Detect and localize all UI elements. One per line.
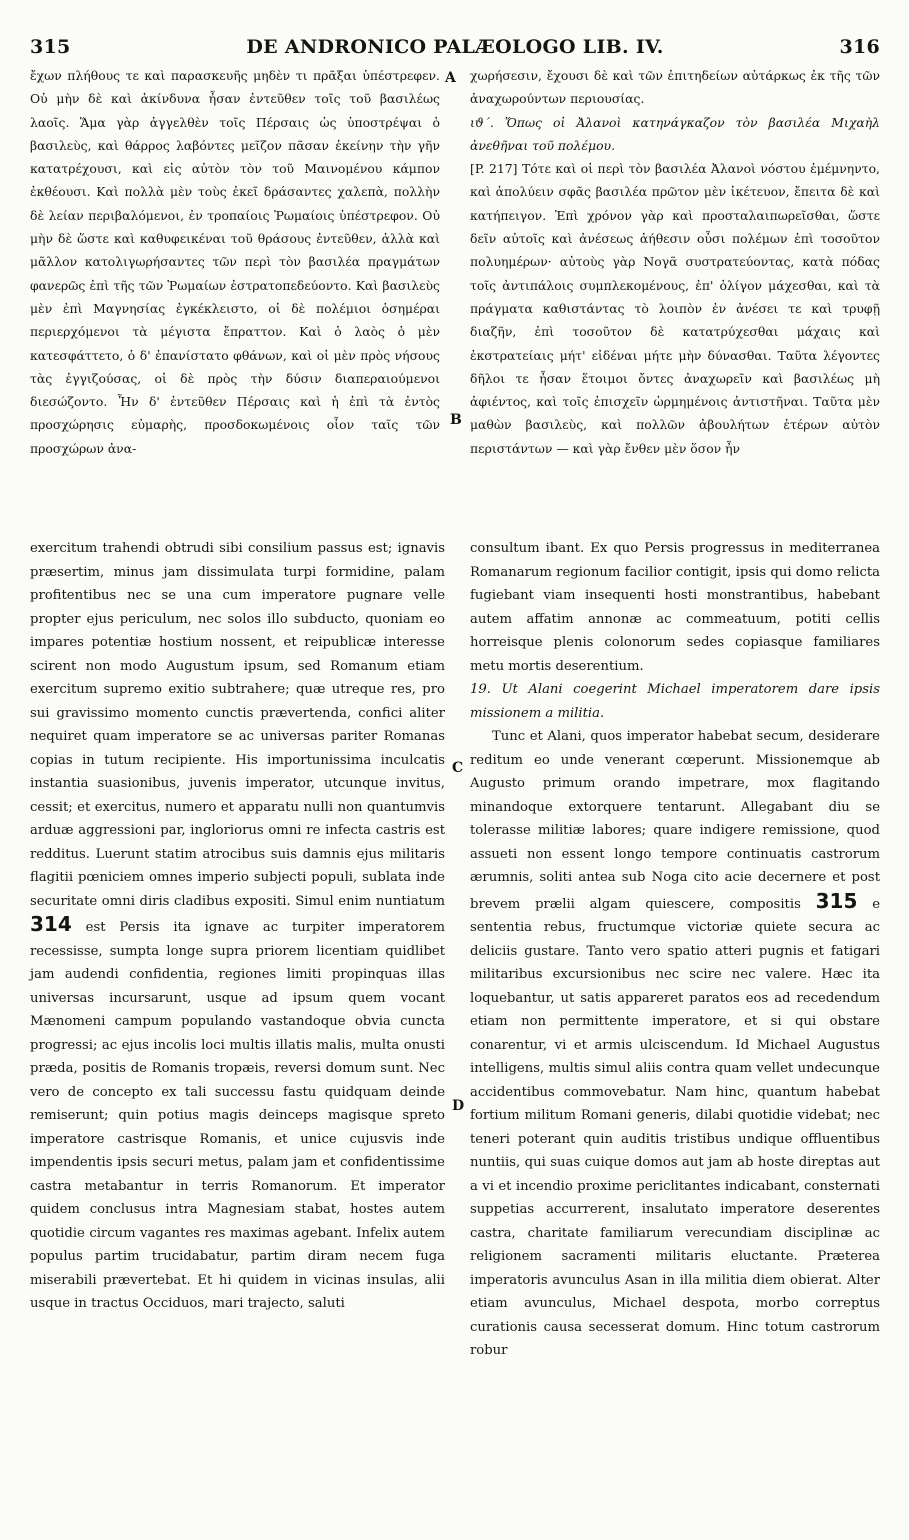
margin-letter-b: B [450,412,462,428]
page-reference-315: 315 [815,888,858,913]
greek-text-right-top: χωρήσεσιν, ἔχουσι δὲ καὶ τῶν ἐπιτηδείων αὐτάρκως ἐκ τῆς τῶν ἀναχωρούντων περιουσίας. [470,68,880,107]
greek-column-right [470,64,880,460]
greek-text-right-body: [P. 217] Τότε καὶ οἱ περὶ τὸν βασιλέα Ἀλανοὶ νόστου ἐμέμνηντο, καὶ ἀπολύειν σφᾶς βασιλέα πρῶτον μὲν ἱκέτευον, ἔπειτα δὲ καὶ κατήπειγον. Ἐπὶ χρόνον γὰρ καὶ προσταλαιπωρεῖσθαι, ὥστε δεῖν αὐτοῖς καὶ ἀνέσεως ἀήθεσιν οὖσι πολέμων ἐπὶ τοσοῦτον πολυημέρων· αὐτοὺς γὰρ Νογᾶ συστρατεύοντας, κατὰ πόδας τοῖς ἀντιπάλοις συμπλεκομένους, ἐπ' ὀλίγον μάχεσθαι, καὶ τὰ πράγματα καθιστάντας τὸ λοιπὸν ἐν ἀνέσει τε καὶ τρυφῇ διαζῆν, ἐπὶ τοσοῦτον δὲ κατατρύχεσθαι μάχαις καὶ ἐκστρατείαις μήτ' εἰδέναι μήτε μὴν δύνασθαι. Ταῦτα λέγοντες δῆλοι τε ἦσαν ἕτοιμοι ὄντες ἀναχωρεῖν καὶ βασιλέως μὴ ἀφιέντος, καὶ τοῖς ἐπισχεῖν ὡρμημένοις ἀντιστῆναι. Ταῦτα μὲν μαθὼν βασιλεὺς, καὶ πολλῶν ἀβουλήτων ἑτέρων αὐτὸν περιστάντων — καὶ γὰρ ἔνθεν μὲν ὅσον ἦν [470,161,880,456]
latin-text-left [30,537,445,1316]
latin-text-left-part-2: est Persis ita ignave ac turpiter imperatorem recessisse, sumpta longe supra priorem licentiam quidlibet jam audendi confidentia, regiones limiti propinquas illas universas incursarunt, usque ad ipsum quem vocant Mænomeni campum populando vastandoque obvia cuncta progressi; ac ejus incolis loci multis illatis malis, multa onusti præda, positis de Romanis tropæis, reversi domum sunt. Nec vero de concepto ex tali successu fastu quidquam deinde remiserunt; quin potius magis deinceps magisque spreto imperatore castrisque Romanis, et unice cujusvis inde impendentis ipsis securi metus, palam jam et confidentissime castra metabantur in terris Romanorum. Et imperator quidem conclusus intra Magnesiam stabat, hostes autem quotidie circum vagantes res maximas agebant. Infelix autem populus partim trucidabatur, partim diram necem fuga miserabili prævertebat. Et hi quidem in vicinas insulas, alii usque in tractus Occiduos, mari trajecto, saluti [30,920,445,1311]
greek-section-heading: ιϑ΄. Ὅπως οἱ Ἀλανοὶ κατηνάγκαζον τὸν βασιλέα Μιχαὴλ ἀνεθῆναι τοῦ πολέμου. [470,114,880,153]
latin-column-right [470,537,880,1363]
latin-section-heading: 19. Ut Alani coegerint Michael imperatorem dare ipsis missionem a militia. [470,682,880,721]
latin-text-right-top: consultum ibant. Ex quo Persis progressus in mediterranea Romanarum regionum facilior contigit, ipsis qui domo relicta fugiebant viam insequenti hosti monstrantibus, habebant autem affatim annonæ ac commeatuum, potiti cellis horreisque plenis colonorum sedes copiasque familiares metu mortis deserentium. [470,541,880,674]
latin-text-left-part-1: exercitum trahendi obtrudi sibi consilium passus est; ignavis præsertim, minus jam dissimulata turpi formidine, palam profitentibus nec se una cum imperatore pugnare velle propter ejus periculum, nec solos illo subducto, quoniam eo impares potentiæ hostium nossent, et reipublicæ interesse scirent non modo Augustum ipsum, sed Romanum etiam exercitum supremo exitio subtrahere; quæ utreque res, pro sui gravissimo momento cunctis prævertenda, confici aliter nequiret quam imperatore se ac universas pariter Romanas copias in tutum recipiente. His importunissima inculcatis instantia suasionibus, juvenis imperator, utcunque invitus, cessit; et exercitus, numero et apparatu nulli non quantumvis arduæ aggressioni par, ingloriorus omni re infecta castris est redditus. Luerunt statim atrocibus suis damnis ejus militaris flagitii pœniciem omnes imperio subjecti populi, sublata inde securitate omni diris cladibus expositi. Simul enim nuntiatum [30,541,445,909]
margin-letter-d: D [452,1098,465,1114]
running-header [30,36,880,62]
greek-text-left: ἔχων πλήθους τε καὶ παρασκευῆς μηδὲν τι πρᾶξαι ὑπέστρεφεν. Οὐ μὴν δὲ καὶ ἀκίνδυνα ἦσαν ἐντεῦθεν τοῖς τοῦ βασιλέως λαοῖς. Ἅμα γὰρ ἀγγελθὲν τοῖς Πέρσαις ὡς ὑποστρέψαι ὁ βασιλεὺς, καὶ θάρρος λαβόντες μεῖζον πᾶσαν ἐκείνην τὴν γῆν κατατρέχουσι, καὶ εἰς αὐτὸν τὸν τοῦ Μαινομένου κάμπον ἐκθέουσι. Καὶ πολλὰ μὲν τοὺς ἐκεῖ δράσαντες χαλεπὰ, πολλὴν δὲ λείαν περιβαλόμενοι, ἐν τροπαίοις Ῥωμαίοις ὑπέστρεφον. Οὐ μὴν δὲ ὥστε καὶ καθυφεικέναι τοῦ θράσους ἐντεῦθεν, ἀλλὰ καὶ μᾶλλον κατολιγωρήσαντες τῶν περὶ τὸν βασιλέα πραγμάτων φανερῶς ἐπὶ τῆς τῶν Ῥωμαίων ἐστρατοπεδεύοντο. Καὶ βασιλεὺς μὲν ἐπὶ Μαγνησίας ἐγκέκλειστο, οἱ δὲ πολέμιοι ὁσημέραι περιερχόμενοι τὰ μέγιστα ἔπραττον. Καὶ ὁ λαὸς ὁ μὲν κατεσφάττετο, ὁ δ' ἐπανίστατο φθάνων, καὶ οἱ μὲν πρὸς νήσους τὰς ἐγγιζούσας, οἱ δὲ πρὸς τὴν δύσιν διαπεραιούμενοι διεσώζοντο. Ἦν δ' ἐντεῦθεν Πέρσαις καὶ ἡ ἐπὶ τὰ ἐντὸς προσχώρησις εὐμαρὴς, προσδοκωμένοις οἷον ταῖς τῶν προσχώρων ἀνα- [30,68,440,456]
latin-text-right-part-1: Tunc et Alani, quos imperator habebat secum, desiderare reditum eo unde venerant cœperunt. Missionemque ab Augusto primum orando impetrare, mox flagitando minandoque extorquere tentarunt. Allegabant diu se tolerasse militiæ labores; quare indigere remissione, quod assueti non essent longo tempore continuatis castrorum ærumnis, soliti antea sub Noga cito acie decernere et post brevem prælii algam quiescere, compositis [470,729,880,912]
margin-letter-a: A [445,70,456,86]
latin-column-left [30,537,445,1316]
page-number-left: 315 [30,36,71,58]
latin-text-right-body [470,725,880,1363]
greek-column-left [30,64,440,460]
latin-text-right-part-2: e sententia rebus, fructumque victoriæ quiete secura ac deliciis gustare. Tanto vero spatio atteri pugnis et fatigari militaribus excursionibus nec scire nec valere. Hæc ita loquebantur, ut satis appareret paratos eos ad recedendum etiam non permittente imperatore, et si qui obstare conarentur, vi et armis ulciscendum. Id Michael Augustus intelligens, multis simul aliis contra quam vellet undecunque accidentibus commovebatur. Nam hinc, quantum habebat fortium militum Romani generis, dilabi quotidie videbat; nec teneri poterant quin auditis tristibus undique offluentibus nuntiis, qui suas cuique domos aut jam ab hoste direptas aut a vi et incendio proxime periclitantes indicabant, consternati suppetias accurrerent, insalutato imperatore deserentes castra, charitate familiarum verecundiam disciplinæ ac religionem sacramenti militaris eluctante. Præterea imperatoris avunculus Asan in illa militia diem obierat. Alter etiam avunculus, Michael despota, morbo correptus curationis causa secesserat domum. Hinc totum castrorum robur [470,896,880,1358]
page-number-right: 316 [839,36,880,58]
running-title: DE ANDRONICO PALÆOLOGO LIB. IV. [246,36,664,58]
margin-letter-c: C [452,760,464,776]
page-reference-314: 314 [30,912,72,936]
